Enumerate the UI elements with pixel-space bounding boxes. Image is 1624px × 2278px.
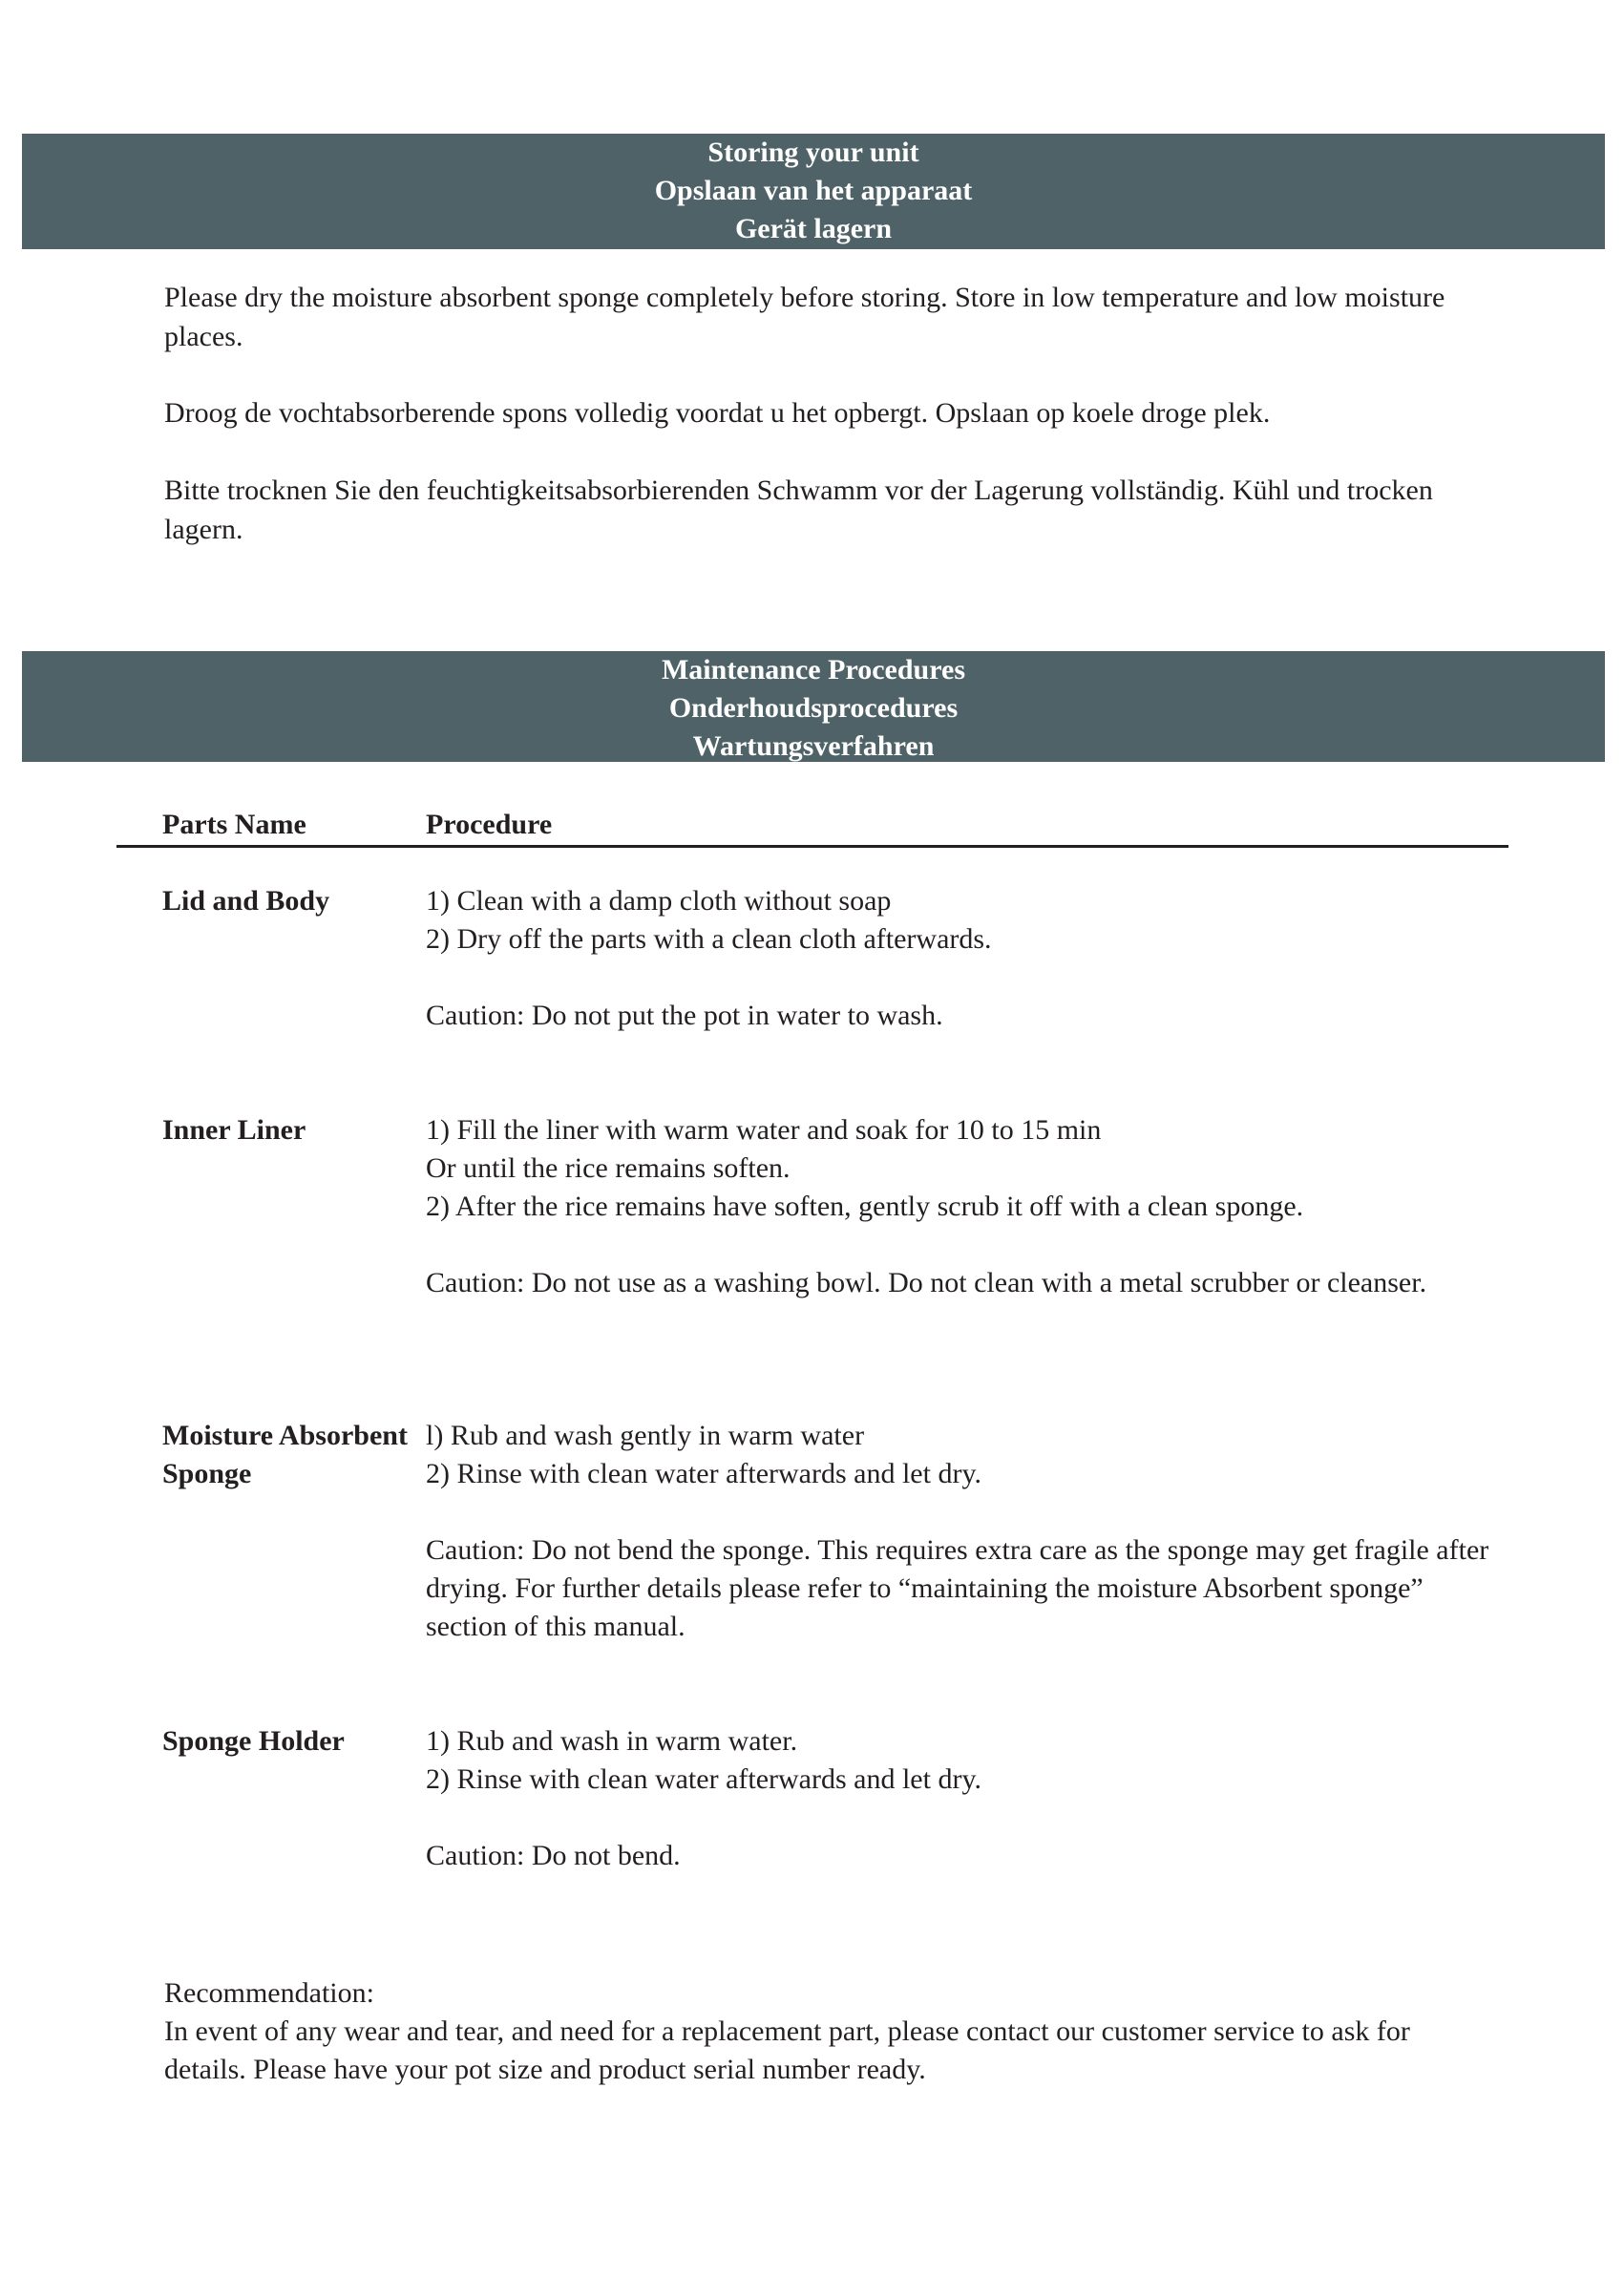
procedure-step: 1) Clean with a damp cloth without soap — [426, 885, 892, 917]
recommendation-text: In event of any wear and tear, and need for a replacement part, please contact our customer service to ask for details. Please have your pot size and product serial number ready. — [164, 2015, 1410, 2085]
procedure-inner-liner — [426, 1111, 1495, 1302]
storing-title-nl: Opslaan van het apparaat — [654, 175, 973, 206]
procedure-caution: Caution: Do not bend the sponge. This requires extra care as the sponge may get fragile after drying. For further details please refer to “maintaining the moisture Absorbent sponge” section of this manual. — [426, 1534, 1489, 1642]
column-header-procedure: Procedure — [426, 809, 553, 840]
procedure-sponge-holder — [426, 1722, 1495, 1875]
storing-title-de: Gerät lagern — [734, 213, 893, 244]
part-name-sponge-holder: Sponge Holder — [162, 1725, 345, 1757]
maintenance-title-de: Wartungsverfahren — [692, 730, 935, 762]
procedure-step: Or until the rice remains soften. — [426, 1152, 791, 1184]
procedure-step: 2) Rinse with clean water afterwards and let dry. — [426, 1458, 981, 1489]
procedure-step: l) Rub and wash gently in warm water — [426, 1420, 865, 1451]
maintenance-title-nl: Onderhoudsprocedures — [668, 692, 959, 724]
procedure-step: 2) Rinse with clean water afterwards and let dry. — [426, 1763, 981, 1795]
procedure-step: 2) Dry off the parts with a clean cloth afterwards. — [426, 923, 992, 955]
procedure-step: 1) Rub and wash in warm water. — [426, 1725, 798, 1757]
part-name-lid-and-body: Lid and Body — [162, 885, 330, 917]
maintenance-title-en: Maintenance Procedures — [661, 654, 965, 686]
recommendation-label: Recommendation: — [164, 1977, 374, 2009]
storing-instructions-nl: Droog de vochtabsorberende spons volledig voordat u het opbergt. Opslaan op koele droge plek. — [164, 397, 1271, 429]
part-name-inner-liner: Inner Liner — [162, 1114, 306, 1146]
procedure-caution: Caution: Do not bend. — [426, 1840, 681, 1871]
procedure-step: 1) Fill the liner with warm water and soak for 10 to 15 min — [426, 1114, 1102, 1146]
storing-instructions-en: Please dry the moisture absorbent sponge completely before storing. Store in low temperature and low moisture places. — [164, 282, 1445, 352]
procedure-step: 2) After the rice remains have soften, gently scrub it off with a clean sponge. — [426, 1191, 1304, 1222]
procedure-moisture-absorbent-sponge — [426, 1417, 1495, 1646]
procedure-lid-and-body — [426, 882, 1495, 1035]
storing-title-en: Storing your unit — [707, 137, 919, 168]
procedure-caution: Caution: Do not put the pot in water to wash. — [426, 1000, 943, 1031]
storing-instructions-de: Bitte trocknen Sie den feuchtigkeitsabsorbierenden Schwamm vor der Lagerung vollständig. Kühl und trocken lagern. — [164, 475, 1433, 545]
maintenance-section-banner — [22, 651, 1605, 762]
part-name-moisture-absorbent-sponge: Moisture Absorbent Sponge — [162, 1420, 408, 1489]
storing-section-banner — [22, 134, 1605, 249]
table-header-divider — [116, 845, 1508, 848]
procedure-caution: Caution: Do not use as a washing bowl. Do not clean with a metal scrubber or cleanser. — [426, 1267, 1427, 1298]
column-header-parts-name: Parts Name — [162, 809, 306, 840]
recommendation-block — [164, 1974, 1482, 2089]
